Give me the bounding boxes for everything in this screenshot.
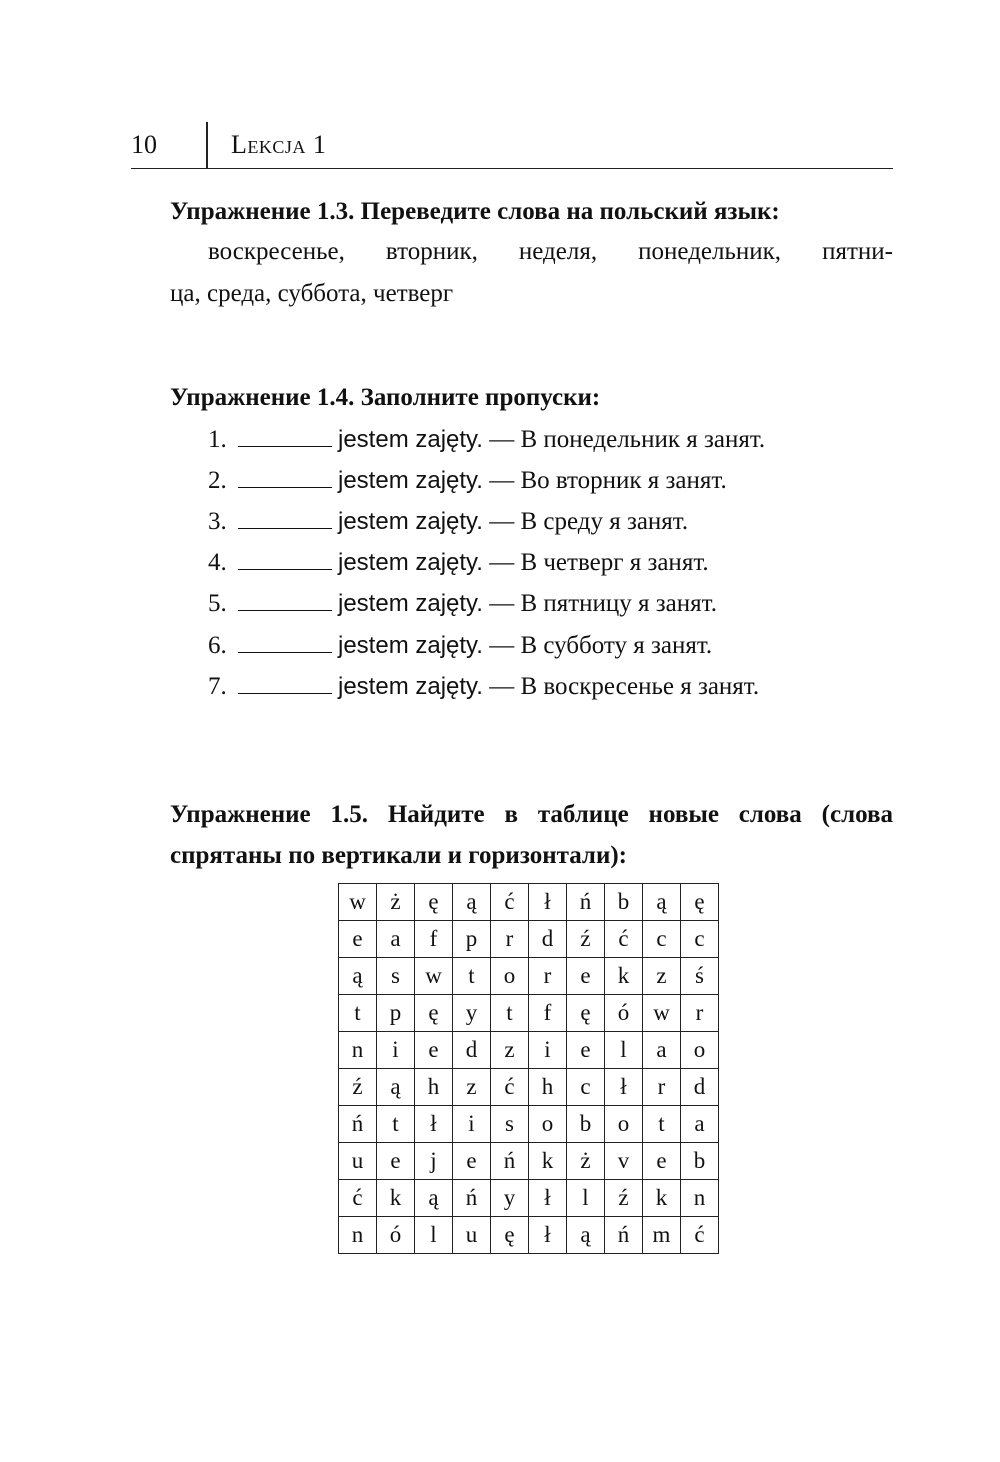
grid-cell[interactable]: m xyxy=(643,1217,681,1254)
grid-cell[interactable]: ź xyxy=(339,1069,377,1106)
grid-cell[interactable]: p xyxy=(453,921,491,958)
grid-cell[interactable]: ó xyxy=(605,995,643,1032)
grid-cell[interactable]: c xyxy=(567,1069,605,1106)
russian-phrase: — В субботу я занят. xyxy=(482,632,713,659)
grid-cell[interactable]: ć xyxy=(491,1069,529,1106)
exercise-1-4-title: Упражнение 1.4. Заполните пропуски: xyxy=(170,384,601,411)
grid-cell[interactable]: l xyxy=(567,1180,605,1217)
fill-blank-item xyxy=(208,467,727,495)
item-number: 1. xyxy=(208,426,227,453)
russian-phrase: — В пятницу я занят. xyxy=(482,590,717,617)
polish-phrase: jestem zajęty. xyxy=(338,590,483,617)
grid-cell[interactable]: e xyxy=(567,1032,605,1069)
fill-blank-item xyxy=(208,590,717,618)
page-number: 10 xyxy=(131,130,157,159)
grid-cell[interactable]: r xyxy=(681,995,719,1032)
russian-phrase: — Во вторник я занят. xyxy=(482,467,727,494)
grid-cell[interactable]: w xyxy=(339,884,377,921)
polish-phrase: jestem zajęty. xyxy=(338,549,483,576)
item-number: 2. xyxy=(208,467,227,494)
grid-row xyxy=(339,1217,719,1254)
grid-cell[interactable]: ą xyxy=(377,1069,415,1106)
grid-cell[interactable]: u xyxy=(339,1143,377,1180)
grid-cell[interactable]: s xyxy=(377,958,415,995)
item-number: 5. xyxy=(208,590,227,617)
grid-cell[interactable]: k xyxy=(643,1180,681,1217)
blank-line[interactable] xyxy=(238,549,332,570)
polish-phrase: jestem zajęty. xyxy=(338,426,483,453)
grid-cell[interactable]: ś xyxy=(681,958,719,995)
grid-cell[interactable]: ę xyxy=(567,995,605,1032)
polish-phrase: jestem zajęty. xyxy=(338,673,483,700)
grid-cell[interactable]: z xyxy=(453,1069,491,1106)
grid-cell[interactable]: p xyxy=(377,995,415,1032)
chapter-title: Lekcja 1 xyxy=(231,130,327,159)
grid-cell[interactable]: o xyxy=(491,958,529,995)
grid-cell[interactable]: ą xyxy=(567,1217,605,1254)
grid-cell[interactable]: n xyxy=(681,1180,719,1217)
grid-cell[interactable]: d xyxy=(453,1032,491,1069)
grid-cell[interactable]: ę xyxy=(415,995,453,1032)
grid-cell[interactable]: ę xyxy=(491,1217,529,1254)
item-number: 4. xyxy=(208,549,227,576)
russian-phrase: — В среду я занят. xyxy=(482,508,689,535)
grid-cell[interactable]: ą xyxy=(415,1180,453,1217)
grid-cell[interactable]: ł xyxy=(605,1069,643,1106)
blank-line[interactable] xyxy=(238,426,332,447)
grid-cell[interactable]: h xyxy=(415,1069,453,1106)
fill-blank-item xyxy=(208,426,765,454)
grid-cell[interactable]: ź xyxy=(567,921,605,958)
grid-cell[interactable]: k xyxy=(377,1180,415,1217)
grid-cell[interactable]: ń xyxy=(605,1217,643,1254)
russian-phrase: — В четверг я занят. xyxy=(482,549,709,576)
grid-cell[interactable]: f xyxy=(415,921,453,958)
grid-cell[interactable]: ą xyxy=(453,884,491,921)
grid-cell[interactable]: s xyxy=(491,1106,529,1143)
header-divider xyxy=(206,122,208,168)
item-number: 3. xyxy=(208,508,227,535)
grid-cell[interactable]: c xyxy=(681,921,719,958)
grid-cell[interactable]: ć xyxy=(491,884,529,921)
russian-phrase: — В воскресенье я занят. xyxy=(482,673,760,700)
grid-cell[interactable]: b xyxy=(605,884,643,921)
grid-cell[interactable]: ć xyxy=(681,1217,719,1254)
grid-cell[interactable]: ó xyxy=(377,1217,415,1254)
exercise-1-5-title-line-2: спрятаны по вертикали и горизонтали): xyxy=(170,842,628,869)
grid-cell[interactable]: r xyxy=(491,921,529,958)
grid-row xyxy=(339,1143,719,1180)
grid-row xyxy=(339,1180,719,1217)
grid-cell[interactable]: j xyxy=(415,1143,453,1180)
grid-cell[interactable]: y xyxy=(453,995,491,1032)
grid-cell[interactable]: h xyxy=(529,1069,567,1106)
item-number: 6. xyxy=(208,632,227,659)
item-number: 7. xyxy=(208,673,227,700)
word-search-grid xyxy=(338,883,719,1254)
grid-cell[interactable]: w xyxy=(643,995,681,1032)
fill-blank-item xyxy=(208,673,759,701)
grid-cell[interactable]: ć xyxy=(339,1180,377,1217)
grid-cell[interactable]: t xyxy=(377,1106,415,1143)
grid-cell[interactable]: o xyxy=(605,1106,643,1143)
running-header xyxy=(131,122,893,169)
grid-cell[interactable]: i xyxy=(453,1106,491,1143)
grid-cell[interactable]: ę xyxy=(681,884,719,921)
blank-line[interactable] xyxy=(238,590,332,611)
grid-cell[interactable]: t xyxy=(453,958,491,995)
russian-phrase: — В понедельник я занят. xyxy=(482,426,766,453)
blank-line[interactable] xyxy=(238,508,332,529)
fill-blank-item xyxy=(208,632,712,660)
fill-blank-item xyxy=(208,549,709,577)
grid-row xyxy=(339,921,719,958)
grid-row xyxy=(339,1106,719,1143)
grid-cell[interactable]: k xyxy=(605,958,643,995)
grid-cell[interactable]: ż xyxy=(377,884,415,921)
grid-cell[interactable]: ą xyxy=(339,958,377,995)
grid-cell[interactable]: v xyxy=(605,1143,643,1180)
grid-cell[interactable]: ł xyxy=(529,1180,567,1217)
grid-cell[interactable]: e xyxy=(415,1032,453,1069)
grid-cell[interactable]: t xyxy=(339,995,377,1032)
grid-cell[interactable]: ź xyxy=(605,1180,643,1217)
grid-cell[interactable]: b xyxy=(681,1143,719,1180)
grid-cell[interactable]: t xyxy=(491,995,529,1032)
grid-cell[interactable]: ł xyxy=(415,1106,453,1143)
grid-cell[interactable]: o xyxy=(681,1032,719,1069)
grid-cell[interactable]: ł xyxy=(529,1217,567,1254)
grid-cell[interactable]: z xyxy=(643,958,681,995)
grid-cell[interactable]: r xyxy=(643,1069,681,1106)
grid-cell[interactable]: n xyxy=(339,1217,377,1254)
grid-cell[interactable]: w xyxy=(415,958,453,995)
grid-cell[interactable]: u xyxy=(453,1217,491,1254)
polish-phrase: jestem zajęty. xyxy=(338,632,483,659)
grid-cell[interactable]: d xyxy=(681,1069,719,1106)
grid-cell[interactable]: k xyxy=(529,1143,567,1180)
grid-cell[interactable]: e xyxy=(377,1143,415,1180)
blank-line[interactable] xyxy=(238,673,332,694)
grid-cell[interactable]: t xyxy=(643,1106,681,1143)
grid-cell[interactable]: a xyxy=(643,1032,681,1069)
grid-cell[interactable]: e xyxy=(567,958,605,995)
polish-phrase: jestem zajęty. xyxy=(338,508,483,535)
grid-cell[interactable]: y xyxy=(491,1180,529,1217)
blank-line[interactable] xyxy=(238,632,332,653)
polish-phrase: jestem zajęty. xyxy=(338,467,483,494)
exercise-1-5-title-line-1: Упражнение 1.5. Найдите в таблице новые слова (слова xyxy=(170,801,893,828)
grid-cell[interactable]: l xyxy=(415,1217,453,1254)
grid-cell[interactable]: ń xyxy=(491,1143,529,1180)
grid-cell[interactable]: ż xyxy=(567,1143,605,1180)
grid-row xyxy=(339,958,719,995)
grid-cell[interactable]: n xyxy=(339,1032,377,1069)
grid-cell[interactable]: ę xyxy=(415,884,453,921)
grid-cell[interactable]: e xyxy=(643,1143,681,1180)
grid-cell[interactable]: a xyxy=(377,921,415,958)
grid-cell[interactable]: ł xyxy=(529,884,567,921)
grid-cell[interactable]: ń xyxy=(453,1180,491,1217)
grid-row xyxy=(339,995,719,1032)
grid-cell[interactable]: i xyxy=(529,1032,567,1069)
grid-cell[interactable]: ń xyxy=(339,1106,377,1143)
grid-cell[interactable]: f xyxy=(529,995,567,1032)
grid-cell[interactable]: ć xyxy=(605,921,643,958)
grid-cell[interactable]: c xyxy=(643,921,681,958)
grid-cell[interactable]: r xyxy=(529,958,567,995)
grid-cell[interactable]: a xyxy=(681,1106,719,1143)
grid-cell[interactable]: z xyxy=(491,1032,529,1069)
blank-line[interactable] xyxy=(238,467,332,488)
grid-row xyxy=(339,1032,719,1069)
grid-cell[interactable]: d xyxy=(529,921,567,958)
grid-cell[interactable]: e xyxy=(339,921,377,958)
grid-cell[interactable]: b xyxy=(567,1106,605,1143)
exercise-1-3-line-1: воскресенье, вторник, неделя, понедельник, пятни- xyxy=(208,238,893,265)
grid-cell[interactable]: ą xyxy=(643,884,681,921)
exercise-1-3-title: Упражнение 1.3. Переведите слова на польский язык: xyxy=(170,198,780,225)
grid-cell[interactable]: ń xyxy=(567,884,605,921)
grid-cell[interactable]: l xyxy=(605,1032,643,1069)
grid-cell[interactable]: e xyxy=(453,1143,491,1180)
grid-cell[interactable]: i xyxy=(377,1032,415,1069)
exercise-1-3-line-2: ца, среда, суббота, четверг xyxy=(170,280,454,307)
grid-row xyxy=(339,884,719,921)
fill-blank-item xyxy=(208,508,688,536)
grid-row xyxy=(339,1069,719,1106)
grid-cell[interactable]: o xyxy=(529,1106,567,1143)
